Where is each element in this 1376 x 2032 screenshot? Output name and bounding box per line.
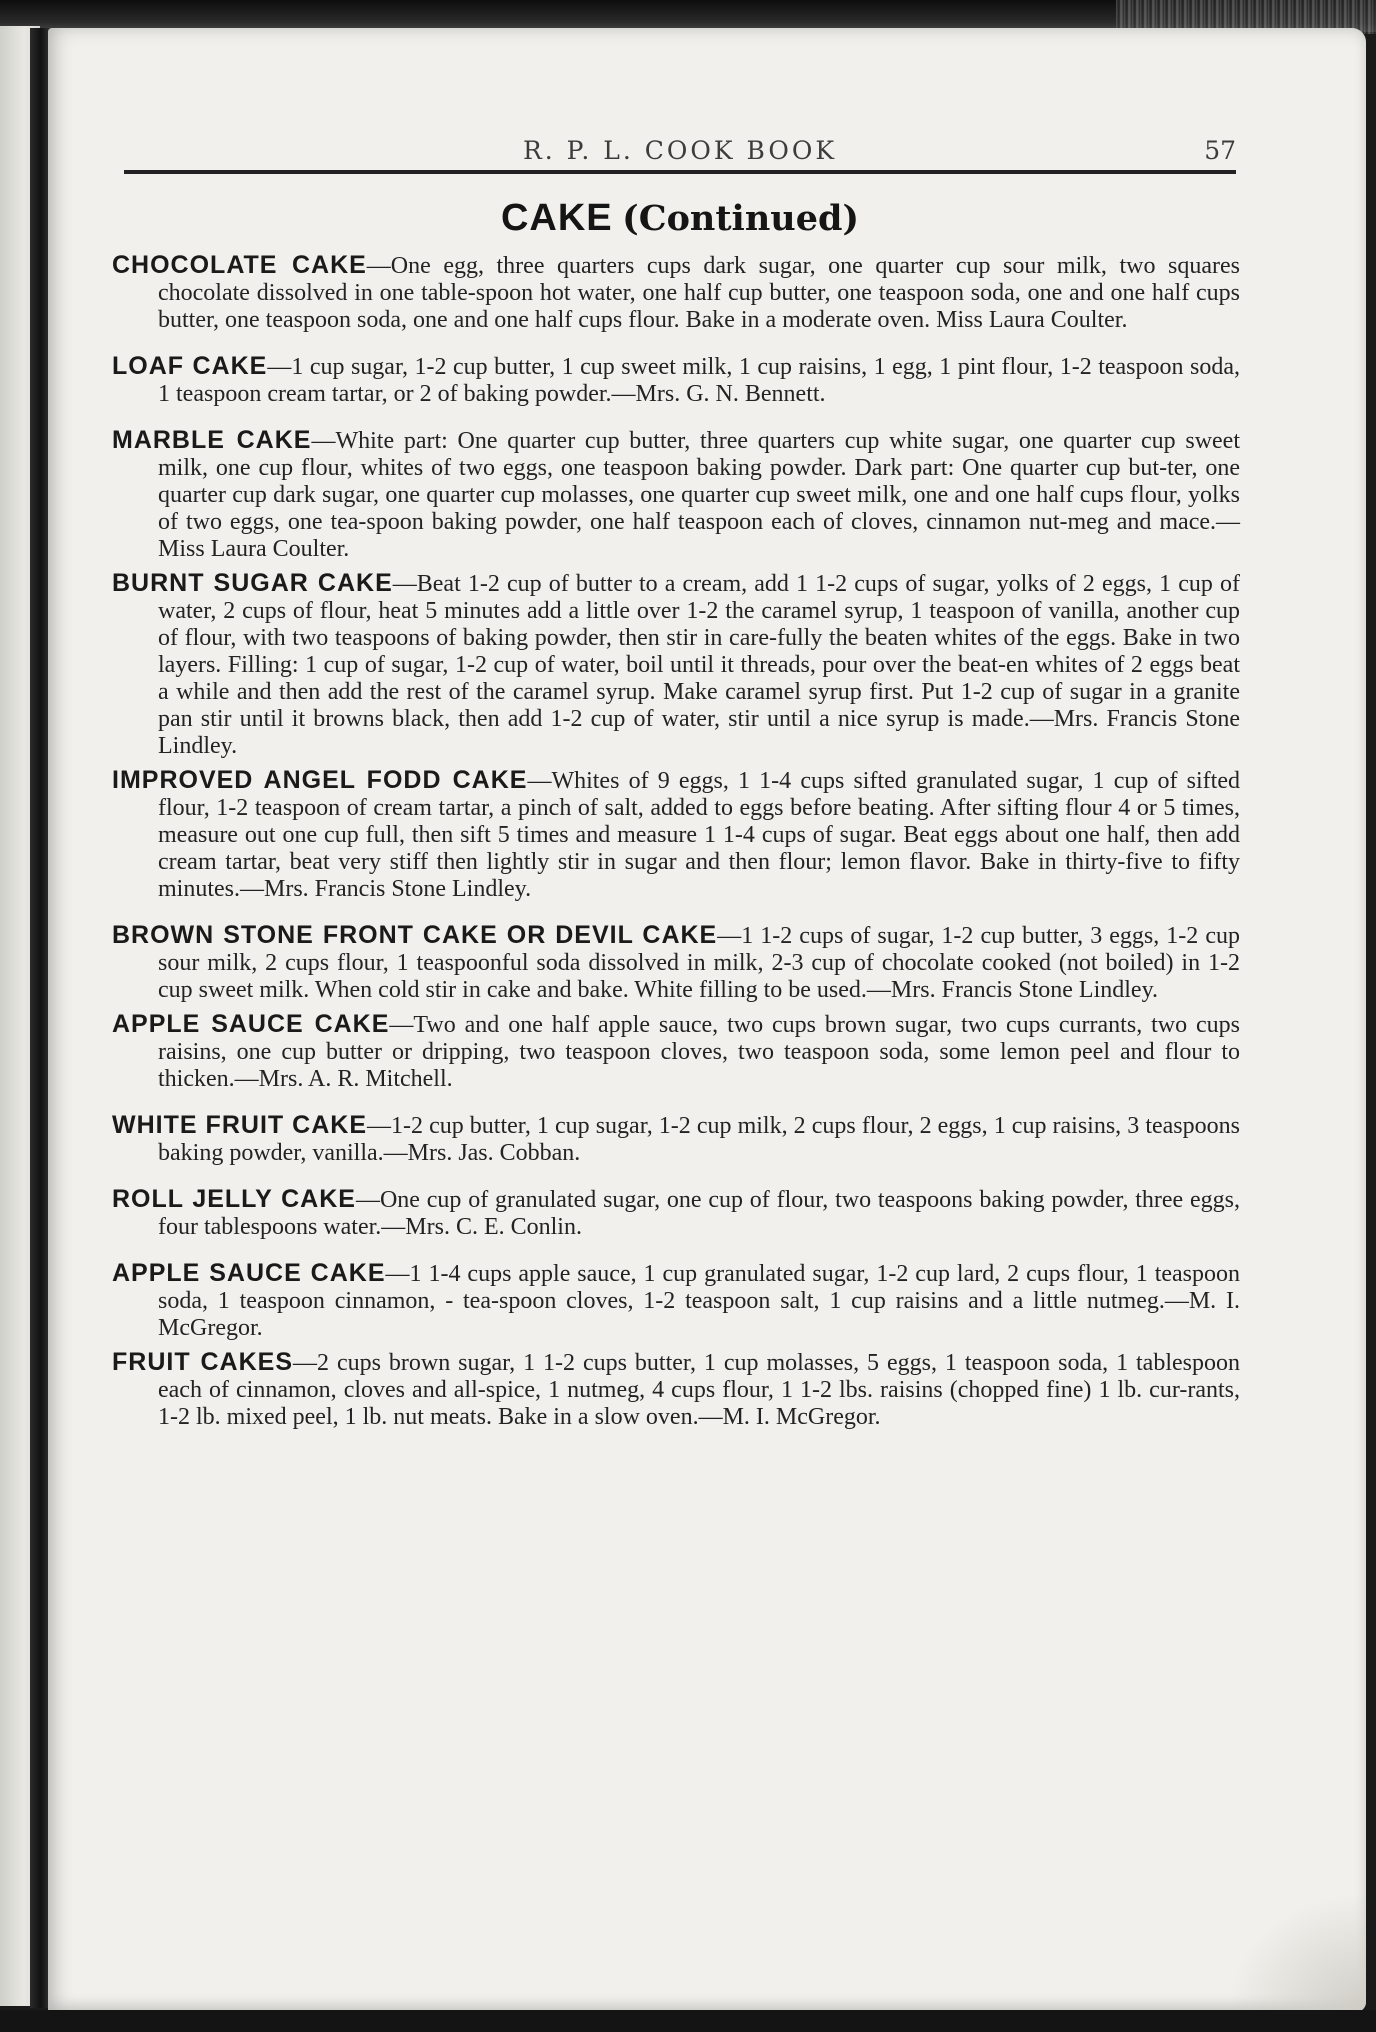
header-rule [124, 170, 1236, 174]
recipe-text: —One egg, three quarters cups dark sugar, one quarter cup sour milk, two squares chocolate dissolved in one table-spoon hot water, one half cup butter, one teaspoon soda, one and one half cups butter, one teaspoon soda, one and one half cups flour. Bake in a moderate oven. Miss Laura Coulter. [158, 253, 1240, 333]
recipe-text: —1 1-2 cups of sugar, 1-2 cup butter, 3 eggs, 1-2 cup sour milk, 2 cups flour, 1 teaspoonful soda dissolved in milk, 2-3 cup of chocolate cooked (not boiled) in 1-2 cup sweet milk. When cold stir in cake and bake. White filling to be used.—Mrs. Francis Stone Lindley. [158, 923, 1240, 1003]
recipe-text: —One cup of granulated sugar, one cup of flour, two teaspoons baking powder, three eggs, four tablespoons water.—Mrs. C. E. Conlin. [158, 1187, 1240, 1240]
section-heading [124, 196, 1236, 240]
page-corner-shadow [1226, 1892, 1366, 2012]
recipe-loaf-cake [112, 353, 1240, 408]
recipe-name: BROWN STONE FRONT CAKE OR DEVIL CAKE [112, 921, 718, 949]
recipe-white-fruit-cake [112, 1112, 1240, 1167]
recipe-text: —Beat 1-2 cup of butter to a cream, add 1 1-2 cups of sugar, yolks of 2 eggs, 1 cup of water, 2 cups of flour, heat 5 minutes add a little over 1-2 the caramel syrup, 1 teaspoon of vanilla, another cup of flour, with two teaspoons of baking powder, then stir in care-fully the beaten whites of the eggs. Bake in two layers. Filling: 1 cup of sugar, 1-2 cup of water, boil until it threads, pour over the beat-en whites of 2 eggs beat a while and then add the rest of the caramel syrup. Make caramel syrup first. Put 1-2 cup of sugar in a granite pan stir until it browns black, then add 1-2 cup of water, stir until a nice syrup is made.—Mrs. Francis Stone Lindley. [158, 571, 1241, 759]
recipe-name: BURNT SUGAR CAKE [112, 569, 393, 597]
recipe-apple-sauce-cake-2 [112, 1260, 1240, 1342]
recipe-text: —1 cup sugar, 1-2 cup butter, 1 cup sweet milk, 1 cup raisins, 1 egg, 1 pint flour, 1-2 teaspoon soda, 1 teaspoon cream tartar, or 2 of baking powder.—Mrs. G. N. Bennett. [158, 354, 1241, 407]
recipe-text: —1 1-4 cups apple sauce, 1 cup granulated sugar, 1-2 cup lard, 2 cups flour, 1 teaspoon soda, 1 teaspoon cinnamon, - tea-spoon cloves, 1-2 teaspoon salt, 1 cup raisins and a little nutmeg.—M. I. McGregor. [158, 1261, 1241, 1341]
recipe-apple-sauce-cake [112, 1011, 1240, 1093]
recipe-name: WHITE FRUIT CAKE [112, 1111, 368, 1139]
recipe-text: —1-2 cup butter, 1 cup sugar, 1-2 cup milk, 2 cups flour, 2 eggs, 1 cup raisins, 3 teaspoons baking powder, vanilla.—Mrs. Jas. Cobban. [158, 1113, 1240, 1166]
section-subtitle: (Continued) [622, 198, 860, 239]
recipe-text: —2 cups brown sugar, 1 1-2 cups butter, 1 cup molasses, 5 eggs, 1 teaspoon soda, 1 tablespoon each of cinnamon, cloves and all-spice, 1 nutmeg, 4 cups flour, 1 1-2 lbs. raisins (chopped fine) 1 lb. cur-rants, 1-2 lb. mixed peel, 1 lb. nut meats. Bake in a slow oven.—M. I. McGregor. [158, 1350, 1240, 1430]
recipe-list [112, 252, 1240, 1450]
recipe-name: APPLE SAUCE CAKE [112, 1259, 386, 1287]
recipe-name: CHOCOLATE CAKE [112, 251, 367, 279]
recipe-brown-stone-front-cake [112, 922, 1240, 1004]
running-title: R. P. L. COOK BOOK [522, 136, 838, 165]
recipe-text: —White part: One quarter cup butter, three quarters cup white sugar, one quarter cup sweet milk, one cup flour, whites of two eggs, one teaspoon baking powder. Dark part: One quarter cup but-ter, one quarter cup dark sugar, one quarter cup molasses, one quarter cup sweet milk, one and one half cups flour, yolks of two eggs, one tea-spoon baking powder, one half teaspoon each of cloves, cinnamon nut-meg and mace.—Miss Laura Coulter. [158, 428, 1241, 562]
recipe-marble-cake [112, 427, 1240, 563]
recipe-roll-jelly-cake [112, 1186, 1240, 1241]
recipe-name: ROLL JELLY CAKE [112, 1185, 356, 1213]
recipe-name: LOAF CAKE [112, 352, 268, 380]
recipe-text: —Whites of 9 eggs, 1 1-4 cups sifted granulated sugar, 1 cup of sifted flour, 1-2 teaspoon of cream tartar, a pinch of salt, added to eggs before beating. After sifting flour 4 or 5 times, measure out one cup full, then sift 5 times and measure 1 1-4 cups of sugar. Beat eggs about one half, then add cream tartar, beat very stiff then lightly stir in sugar and then flour; lemon flavor. Bake in thirty-five to fifty minutes.—Mrs. Francis Stone Lindley. [158, 768, 1240, 902]
recipe-name: MARBLE CAKE [112, 426, 312, 454]
page-number: 57 [1204, 136, 1236, 165]
section-title: CAKE [500, 197, 613, 239]
running-header [124, 136, 1236, 170]
recipe-name: IMPROVED ANGEL FODD CAKE [112, 766, 528, 794]
recipe-name: APPLE SAUCE CAKE [112, 1010, 390, 1038]
recipe-fruit-cakes [112, 1349, 1240, 1431]
scan-bottom-edge [0, 2010, 1376, 2032]
recipe-chocolate-cake [112, 252, 1240, 334]
recipe-name: FRUIT CAKES [112, 1348, 293, 1376]
recipe-burnt-sugar-cake [112, 570, 1240, 760]
recipe-improved-angel-food-cake [112, 767, 1240, 903]
recipe-text: —Two and one half apple sauce, two cups brown sugar, two cups currants, two cups raisins, one cup butter or dripping, two teaspoon cloves, two teaspoon soda, some lemon peel and flour to thicken.—Mrs. A. R. Mitchell. [158, 1012, 1241, 1092]
